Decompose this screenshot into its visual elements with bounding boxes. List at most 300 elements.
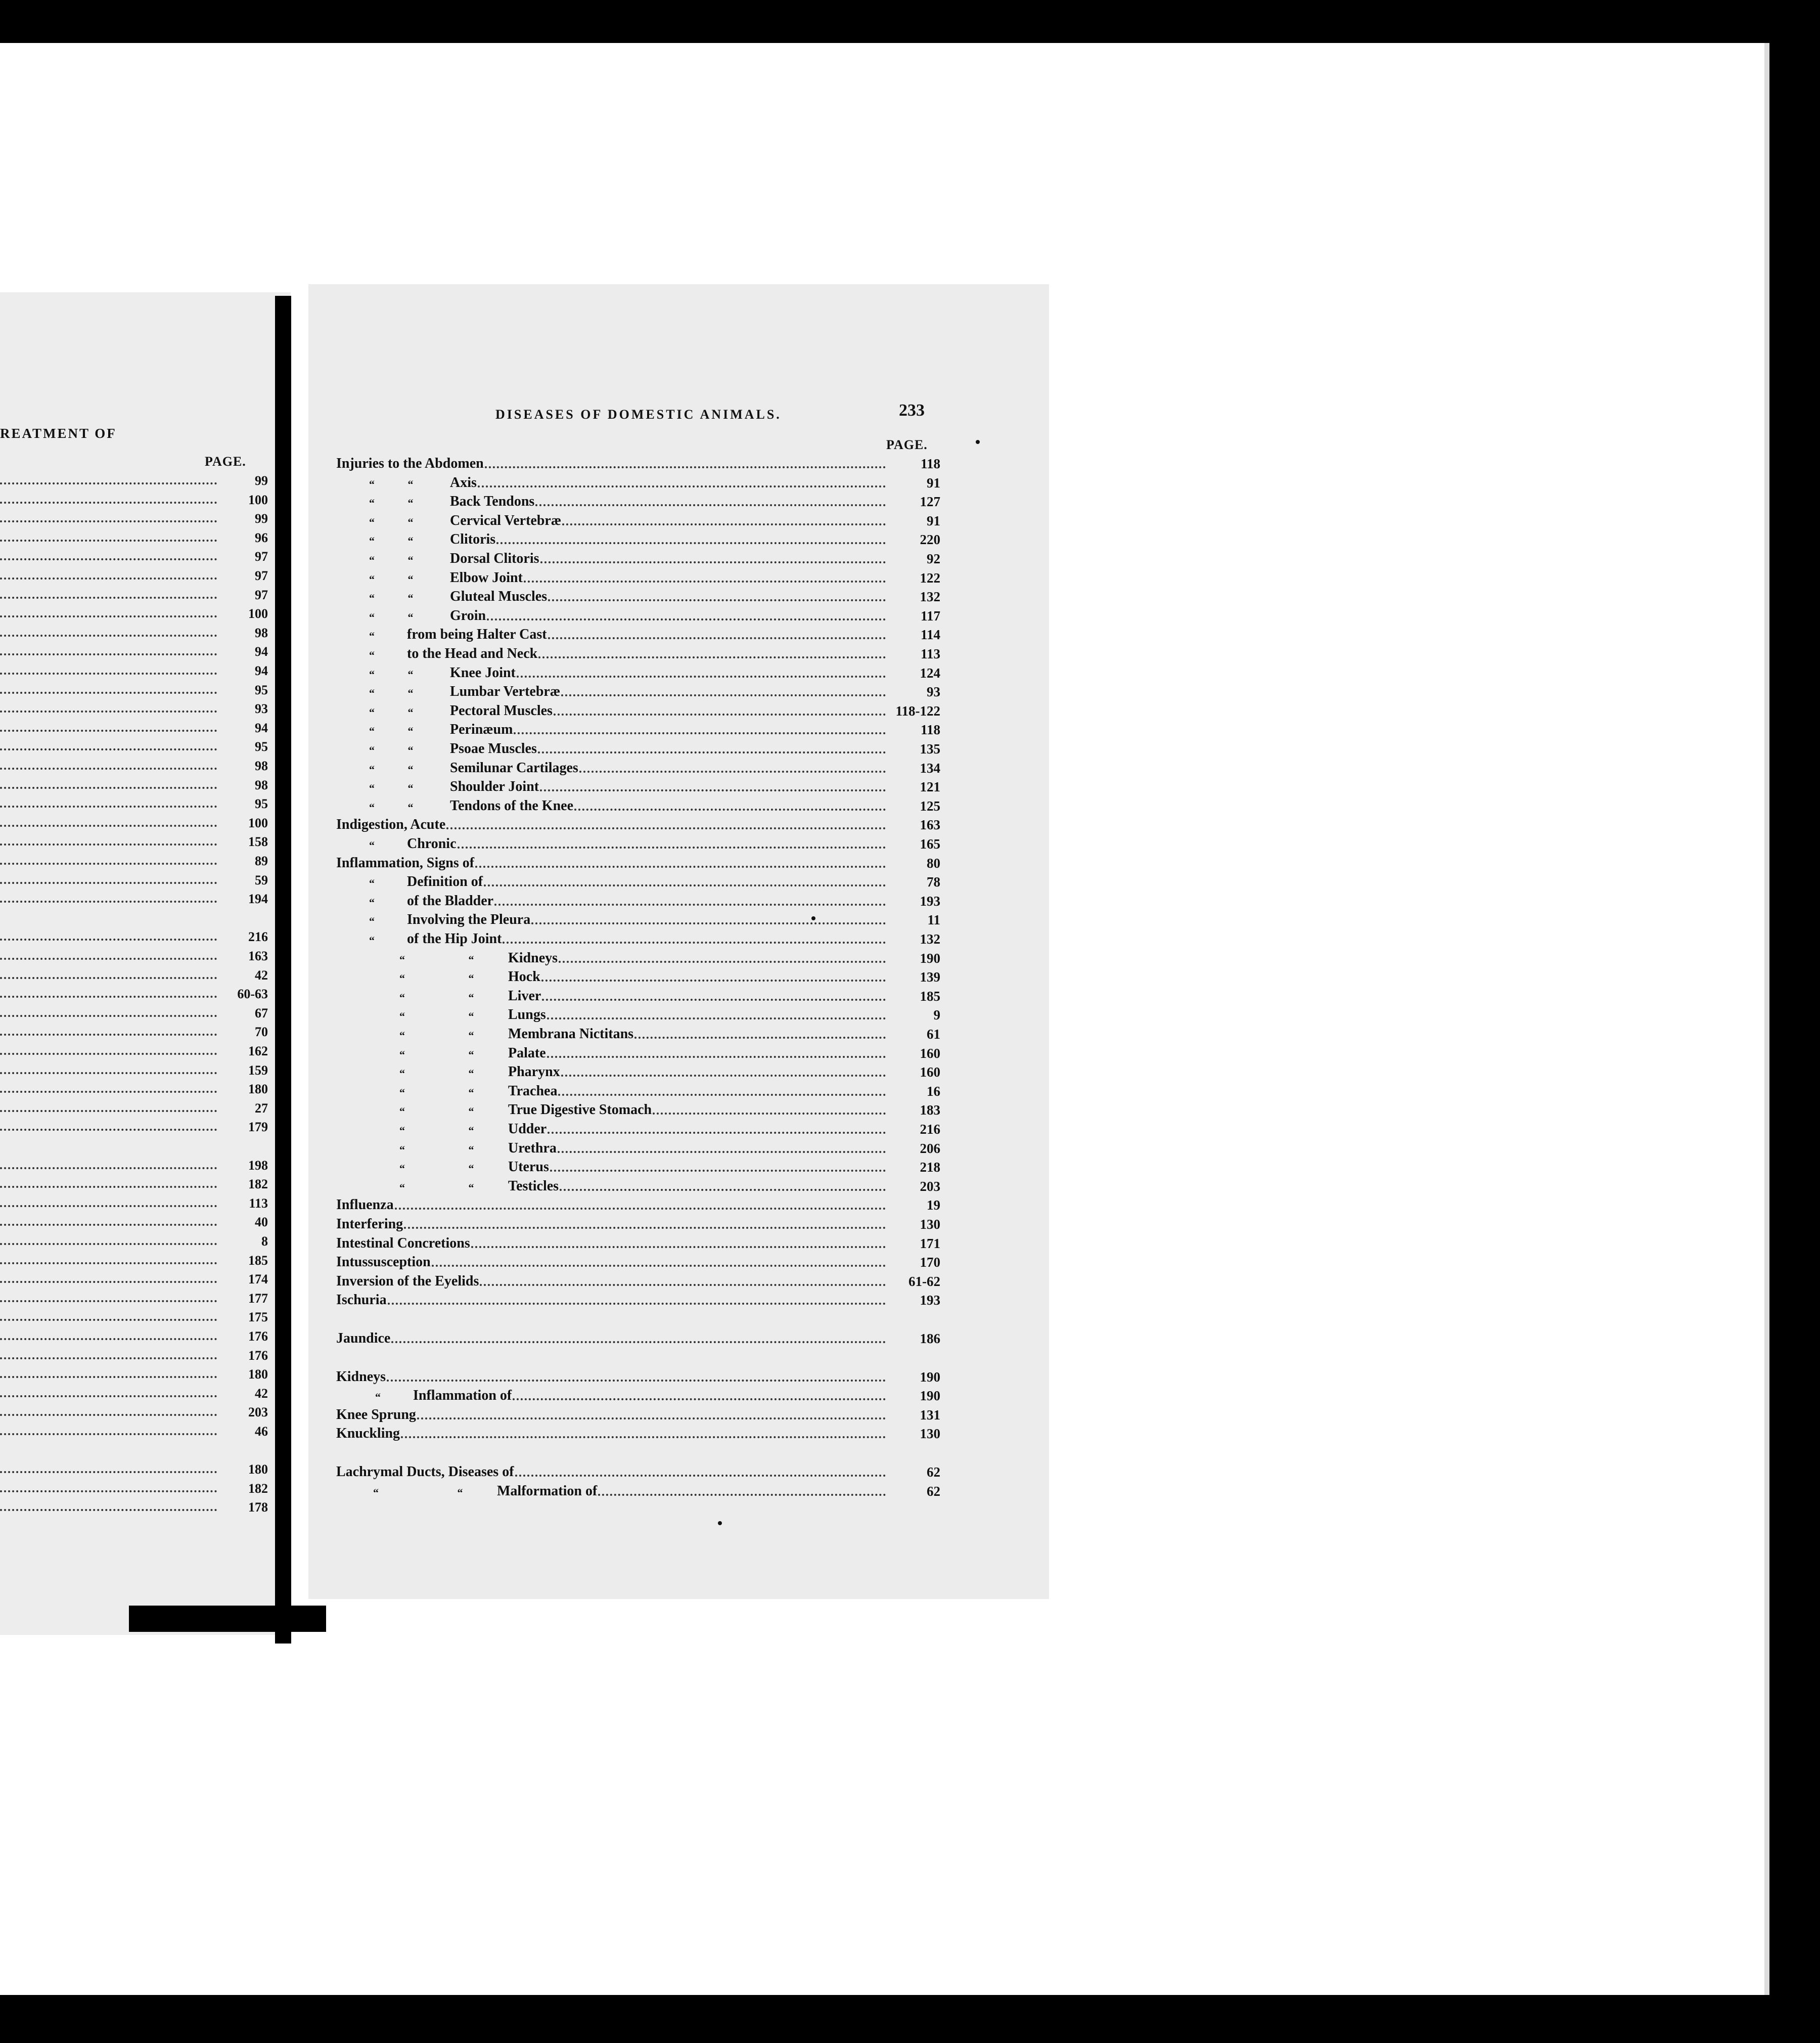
- entry-page-number: 134: [920, 760, 940, 776]
- index-entry: [369, 833, 940, 852]
- leader-dots: [540, 561, 886, 563]
- entry-label: Lungs: [508, 1007, 546, 1023]
- left-index-row: [0, 680, 268, 698]
- leader-dots: [0, 1243, 217, 1245]
- entry-label: from being Halter Cast: [407, 627, 547, 643]
- leader-dots: [478, 485, 886, 487]
- left-page-number: 203: [248, 1405, 268, 1420]
- left-page-number: 60-63: [237, 987, 268, 1002]
- entry-page-number: 114: [920, 627, 940, 643]
- leader-dots: [548, 599, 886, 601]
- leader-dots: [0, 863, 217, 865]
- ink-speck: [976, 440, 980, 444]
- ditto-marks: “ “: [399, 1048, 474, 1061]
- entry-page-number: 122: [920, 570, 940, 586]
- entry-label: Chronic: [407, 836, 457, 852]
- left-page-number: 95: [255, 796, 268, 812]
- entry-page-number: 130: [920, 1217, 940, 1232]
- ink-speck: [718, 1521, 722, 1525]
- entry-label: Jaundice: [336, 1330, 391, 1346]
- index-entry: [336, 453, 940, 472]
- left-index-row: [0, 926, 268, 945]
- left-index-row: [0, 831, 268, 850]
- entry-label: Influenza: [336, 1197, 394, 1213]
- ditto-marks: “ “: [399, 1029, 474, 1042]
- left-page-number: 176: [248, 1348, 268, 1363]
- entry-page-number: 113: [920, 646, 940, 661]
- left-page-number: 42: [255, 1386, 268, 1401]
- index-entry: [369, 776, 940, 795]
- index-entry: [369, 738, 940, 757]
- ditto-marks: “ “: [369, 610, 414, 624]
- entry-label: Gluteal Muscles: [450, 589, 548, 605]
- entry-label: Lachrymal Ducts, Diseases of: [336, 1464, 514, 1480]
- left-index-row: [0, 1174, 268, 1192]
- leader-dots: [0, 1490, 217, 1492]
- entry-page-number: 132: [920, 589, 940, 605]
- entry-label: Perinæum: [450, 722, 513, 738]
- leader-dots: [541, 980, 886, 982]
- left-page-number: 179: [248, 1120, 268, 1135]
- ditto-marks: “: [369, 915, 375, 928]
- entry-label: Injuries to the Abdomen: [336, 456, 484, 471]
- left-page-number: 182: [248, 1177, 268, 1192]
- left-index-row: [0, 603, 268, 621]
- leader-dots: [0, 1224, 217, 1226]
- entry-label: Inversion of the Eyelids: [336, 1273, 479, 1289]
- left-page-number: 100: [248, 606, 268, 621]
- leader-dots: [0, 1262, 217, 1264]
- index-entry: [369, 700, 940, 719]
- leader-dots: [0, 653, 217, 655]
- leader-dots: [561, 694, 886, 696]
- leader-dots: [517, 676, 886, 678]
- ditto-marks: “ “: [369, 705, 414, 719]
- left-index-row: [0, 1345, 268, 1363]
- left-page-number: 27: [255, 1100, 268, 1116]
- left-page-column-label: PAGE.: [205, 454, 246, 469]
- entry-label: to the Head and Neck: [407, 646, 538, 661]
- ditto-marks: “ “: [399, 1010, 474, 1023]
- left-index-row: [0, 1060, 268, 1078]
- entry-page-number: 183: [920, 1102, 940, 1118]
- left-page-number: 176: [248, 1329, 268, 1344]
- entry-page-number: 185: [920, 988, 940, 1004]
- leader-dots: [0, 1034, 217, 1036]
- index-entry: [369, 871, 940, 890]
- entry-label: Groin: [450, 607, 486, 624]
- index-entry: [336, 1423, 940, 1442]
- leader-dots: [554, 714, 886, 716]
- left-page-number: 59: [255, 872, 268, 887]
- index-entry: [336, 814, 940, 833]
- left-page-number: 174: [248, 1272, 268, 1287]
- entry-label: Pectoral Muscles: [450, 702, 553, 719]
- index-entry: [399, 1175, 940, 1194]
- entry-label: Palate: [508, 1045, 546, 1061]
- leader-dots: [0, 825, 217, 827]
- leader-dots: [391, 1341, 886, 1343]
- entry-label: Intussusception: [336, 1254, 431, 1270]
- entry-label: Membrana Nictitans: [508, 1026, 634, 1042]
- entry-page-number: 62: [927, 1464, 940, 1480]
- left-index-row: [0, 1003, 268, 1021]
- leader-dots: [0, 1205, 217, 1207]
- left-running-head: REATMENT OF: [0, 426, 117, 441]
- entry-page-number: 186: [920, 1331, 940, 1346]
- entry-page-number: 218: [920, 1160, 940, 1175]
- left-page-number: 158: [248, 834, 268, 850]
- left-page-number: 94: [255, 720, 268, 735]
- entry-page-number: 11: [927, 912, 940, 928]
- left-page-number: 113: [249, 1195, 268, 1211]
- leader-dots: [401, 1436, 886, 1438]
- left-index-row: [0, 698, 268, 717]
- leader-dots: [0, 787, 217, 789]
- leader-dots: [0, 901, 217, 903]
- entry-page-number: 118-122: [895, 703, 940, 719]
- ditto-marks: “: [369, 649, 375, 661]
- left-index-row: [0, 1212, 268, 1230]
- entry-page-number: 130: [920, 1426, 940, 1442]
- ditto-marks: “ “: [369, 477, 414, 491]
- index-entry: [399, 1042, 940, 1061]
- left-index-row: [0, 1288, 268, 1306]
- ditto-marks: “: [369, 630, 375, 643]
- entry-label: Kidneys: [336, 1368, 386, 1385]
- entry-page-number: 62: [927, 1483, 940, 1499]
- left-index-row: [0, 1250, 268, 1268]
- entry-label: Tendons of the Knee: [450, 797, 574, 814]
- leader-dots: [558, 1151, 886, 1153]
- leader-dots: [548, 637, 886, 639]
- entry-page-number: 220: [920, 532, 940, 548]
- left-index-row: [0, 946, 268, 964]
- index-entry: [369, 624, 940, 643]
- index-entry: [369, 662, 940, 681]
- left-page-number: 89: [255, 854, 268, 868]
- left-page-number: 97: [255, 587, 268, 602]
- left-page-number: 159: [248, 1062, 268, 1078]
- index-entry: [399, 1137, 940, 1157]
- left-page-number: 180: [248, 1082, 268, 1097]
- leader-dots: [547, 1017, 886, 1019]
- ink-speck: [811, 916, 815, 920]
- leader-dots: [496, 542, 886, 544]
- index-entry: [369, 643, 940, 662]
- leader-dots: [0, 1338, 217, 1340]
- entry-page-number: 93: [927, 684, 940, 700]
- leader-dots: [494, 904, 886, 906]
- leader-dots: [562, 523, 886, 525]
- left-index-row: [0, 718, 268, 736]
- leader-dots: [0, 558, 217, 560]
- entry-label: Urethra: [508, 1140, 557, 1156]
- left-page-number: 99: [255, 473, 268, 488]
- left-page-number: 40: [255, 1215, 268, 1230]
- ditto-marks: “ “: [369, 725, 414, 738]
- entry-label: Elbow Joint: [450, 569, 523, 586]
- entry-page-number: 61: [927, 1027, 940, 1042]
- ditto-marks: “: [369, 934, 375, 947]
- entry-label: of the Bladder: [407, 893, 494, 909]
- index-entry: [369, 757, 940, 776]
- entry-page-number: 61-62: [908, 1273, 940, 1289]
- running-head: DISEASES OF DOMESTIC ANIMALS.: [495, 407, 782, 422]
- leader-dots: [0, 939, 217, 941]
- left-index-row: [0, 1478, 268, 1496]
- entry-page-number: 91: [927, 475, 940, 491]
- left-page-number: 42: [255, 967, 268, 983]
- leader-dots: [524, 581, 886, 583]
- leader-dots: [514, 732, 886, 734]
- entry-page-number: 125: [920, 798, 940, 814]
- ditto-marks: “ “: [369, 668, 414, 681]
- left-page-number: 46: [255, 1424, 268, 1439]
- leader-dots: [0, 768, 217, 770]
- leader-dots: [0, 615, 217, 617]
- left-page-number: 94: [255, 644, 268, 659]
- entry-page-number: 118: [920, 722, 940, 738]
- ditto-marks: “ “: [399, 991, 474, 1004]
- index-entry: [375, 1385, 940, 1404]
- index-entry: [336, 1232, 940, 1252]
- left-index-row: [0, 870, 268, 888]
- entry-page-number: 193: [920, 1293, 940, 1308]
- leader-dots: [535, 504, 886, 506]
- entry-page-number: 19: [927, 1197, 940, 1213]
- leader-dots: [417, 1417, 886, 1419]
- index-entry: [399, 1099, 940, 1118]
- entry-label: Pharynx: [508, 1064, 560, 1080]
- left-page-number: 100: [248, 815, 268, 830]
- left-page-number: 93: [255, 701, 268, 717]
- left-index-row: [0, 1326, 268, 1344]
- index-entry: [399, 1080, 940, 1099]
- entry-page-number: 118: [920, 456, 940, 471]
- ditto-marks: “ “: [373, 1486, 463, 1499]
- left-page-number: 198: [248, 1158, 268, 1173]
- entry-label: Back Tendons: [450, 494, 535, 510]
- entry-page-number: 160: [920, 1045, 940, 1061]
- entry-label: Semilunar Cartilages: [450, 760, 578, 776]
- left-page-number: 180: [248, 1462, 268, 1477]
- left-index-row: [0, 490, 268, 508]
- left-index-row: [0, 1402, 268, 1420]
- index-entry: [399, 1118, 940, 1137]
- entry-label: Hock: [508, 969, 540, 985]
- entry-label: Uterus: [508, 1159, 549, 1175]
- entry-label: Testicles: [508, 1178, 559, 1194]
- leader-dots: [0, 597, 217, 599]
- left-index-row: [0, 1459, 268, 1477]
- left-page-number: 162: [248, 1044, 268, 1058]
- entry-page-number: 171: [920, 1235, 940, 1251]
- leader-dots: [0, 1357, 217, 1359]
- left-page-number: 180: [248, 1367, 268, 1382]
- leader-dots: [538, 751, 886, 753]
- entry-label: Interfering: [336, 1216, 403, 1232]
- ditto-marks: “ “: [369, 801, 414, 814]
- left-index-row: [0, 889, 268, 907]
- entry-page-number: 117: [920, 608, 940, 624]
- leader-dots: [0, 1319, 217, 1321]
- left-index-row: [0, 1136, 268, 1154]
- leader-dots: [0, 1186, 217, 1188]
- index-entry: [373, 1480, 940, 1499]
- leader-dots: [558, 1094, 886, 1096]
- ditto-marks: “: [369, 839, 375, 852]
- index-entry: [399, 1061, 940, 1080]
- leader-dots: [0, 1015, 217, 1017]
- index-entry: [336, 1251, 940, 1270]
- entry-page-number: 160: [920, 1064, 940, 1080]
- left-index-row: [0, 908, 268, 926]
- entry-label: Clitoris: [450, 531, 496, 548]
- leader-dots: [0, 977, 217, 979]
- entry-label: Intestinal Concretions: [336, 1235, 470, 1251]
- entry-label: Knee Sprung: [336, 1406, 416, 1423]
- left-page-number: 178: [248, 1500, 268, 1515]
- leader-dots: [471, 1246, 886, 1248]
- entry-page-number: 170: [920, 1255, 940, 1270]
- leader-dots: [446, 827, 886, 829]
- leader-dots: [404, 1227, 886, 1229]
- entry-label: Malformation of: [497, 1483, 598, 1499]
- left-index-row: [0, 508, 268, 526]
- left-page-number: 99: [255, 511, 268, 526]
- index-entry: [369, 890, 940, 909]
- leader-dots: [395, 1208, 886, 1210]
- leader-dots: [0, 1167, 217, 1169]
- leader-dots: [0, 1110, 217, 1112]
- left-page-number: 67: [255, 1005, 268, 1020]
- left-page-number: 177: [248, 1291, 268, 1306]
- book-spine: [275, 296, 291, 1644]
- left-index-row: [0, 851, 268, 869]
- ditto-marks: “ “: [369, 744, 414, 757]
- index-entry: [336, 1461, 940, 1480]
- index-entry: [369, 586, 940, 605]
- left-index-row: [0, 1497, 268, 1515]
- leader-dots: [550, 1170, 886, 1172]
- left-page-number: 98: [255, 759, 268, 773]
- index-entry: [369, 528, 940, 548]
- ditto-marks: “ “: [399, 1086, 474, 1099]
- leader-dots: [0, 1091, 217, 1093]
- leader-dots: [559, 961, 886, 963]
- index-entry: [399, 985, 940, 1004]
- left-index-row: [0, 1231, 268, 1249]
- leader-dots: [0, 996, 217, 998]
- entry-label: Dorsal Clitoris: [450, 551, 539, 566]
- entry-page-number: 190: [920, 1388, 940, 1404]
- leader-dots: [485, 466, 886, 468]
- leader-dots: [548, 1132, 886, 1134]
- index-entry: [399, 1004, 940, 1023]
- left-page-number: 216: [248, 929, 268, 945]
- entry-page-number: 165: [920, 836, 940, 852]
- left-index-row: [0, 1364, 268, 1382]
- index-entry: [336, 1366, 940, 1385]
- entry-page-number: 16: [927, 1083, 940, 1099]
- entry-label: Knee Joint: [450, 664, 516, 681]
- index-entry: [369, 928, 940, 947]
- leader-dots: [0, 1129, 217, 1131]
- left-index-row: [0, 1117, 268, 1135]
- index-entry: [336, 1289, 940, 1308]
- left-page-number: 96: [255, 530, 268, 545]
- ditto-marks: “ “: [369, 554, 414, 566]
- left-index-row: [0, 965, 268, 983]
- entry-label: Liver: [508, 988, 541, 1004]
- left-index-row: [0, 1383, 268, 1401]
- page-column-label: PAGE.: [886, 437, 928, 452]
- ditto-marks: “ “: [369, 572, 414, 586]
- left-index-row: [0, 660, 268, 679]
- left-index-row: [0, 1155, 268, 1173]
- left-page-number: 194: [248, 892, 268, 907]
- left-index-row: [0, 756, 268, 774]
- left-index-row: [0, 736, 268, 754]
- left-index-row: [0, 527, 268, 546]
- leader-dots: [487, 618, 886, 620]
- index-entry: [369, 605, 940, 624]
- leader-dots: [560, 1189, 886, 1191]
- index-entry: [336, 1327, 940, 1347]
- entry-label: Shoulder Joint: [450, 779, 539, 795]
- leader-dots: [432, 1265, 886, 1267]
- leader-dots: [0, 692, 217, 694]
- entry-label: of the Hip Joint: [407, 931, 502, 947]
- entry-page-number: 121: [920, 779, 940, 795]
- index-entry: [336, 1213, 940, 1232]
- ditto-marks: “: [369, 896, 375, 909]
- index-entry: [369, 909, 940, 928]
- leader-dots: [0, 540, 217, 542]
- left-page-number: 163: [248, 949, 268, 963]
- leader-dots: [480, 1284, 886, 1286]
- entry-page-number: 190: [920, 1369, 940, 1385]
- leader-dots: [458, 847, 886, 849]
- leader-dots: [0, 673, 217, 675]
- leader-dots: [0, 806, 217, 808]
- left-index-row: [0, 641, 268, 659]
- entry-label: Knuckling: [336, 1426, 400, 1442]
- entry-page-number: 78: [927, 874, 940, 890]
- leader-dots: [574, 809, 886, 811]
- leader-dots: [475, 866, 886, 868]
- left-page-number: 97: [255, 549, 268, 564]
- entry-label: Psoae Muscles: [450, 741, 537, 757]
- left-index-row: [0, 1079, 268, 1097]
- index-entry: [369, 681, 940, 700]
- leader-dots: [0, 1053, 217, 1055]
- leader-dots: [0, 502, 217, 504]
- index-entry: [369, 719, 940, 738]
- leader-dots: [0, 882, 217, 884]
- left-index-row: [0, 623, 268, 641]
- leader-dots: [0, 578, 217, 580]
- entry-page-number: 206: [920, 1140, 940, 1156]
- ditto-marks: “: [375, 1391, 381, 1404]
- ditto-marks: “ “: [369, 535, 414, 548]
- ditto-marks: “ “: [399, 1067, 474, 1080]
- spine-shadow: [129, 1606, 326, 1632]
- entry-label: Involving the Pleura: [407, 912, 531, 928]
- ditto-marks: “ “: [399, 1105, 474, 1118]
- index-entry: [369, 472, 940, 491]
